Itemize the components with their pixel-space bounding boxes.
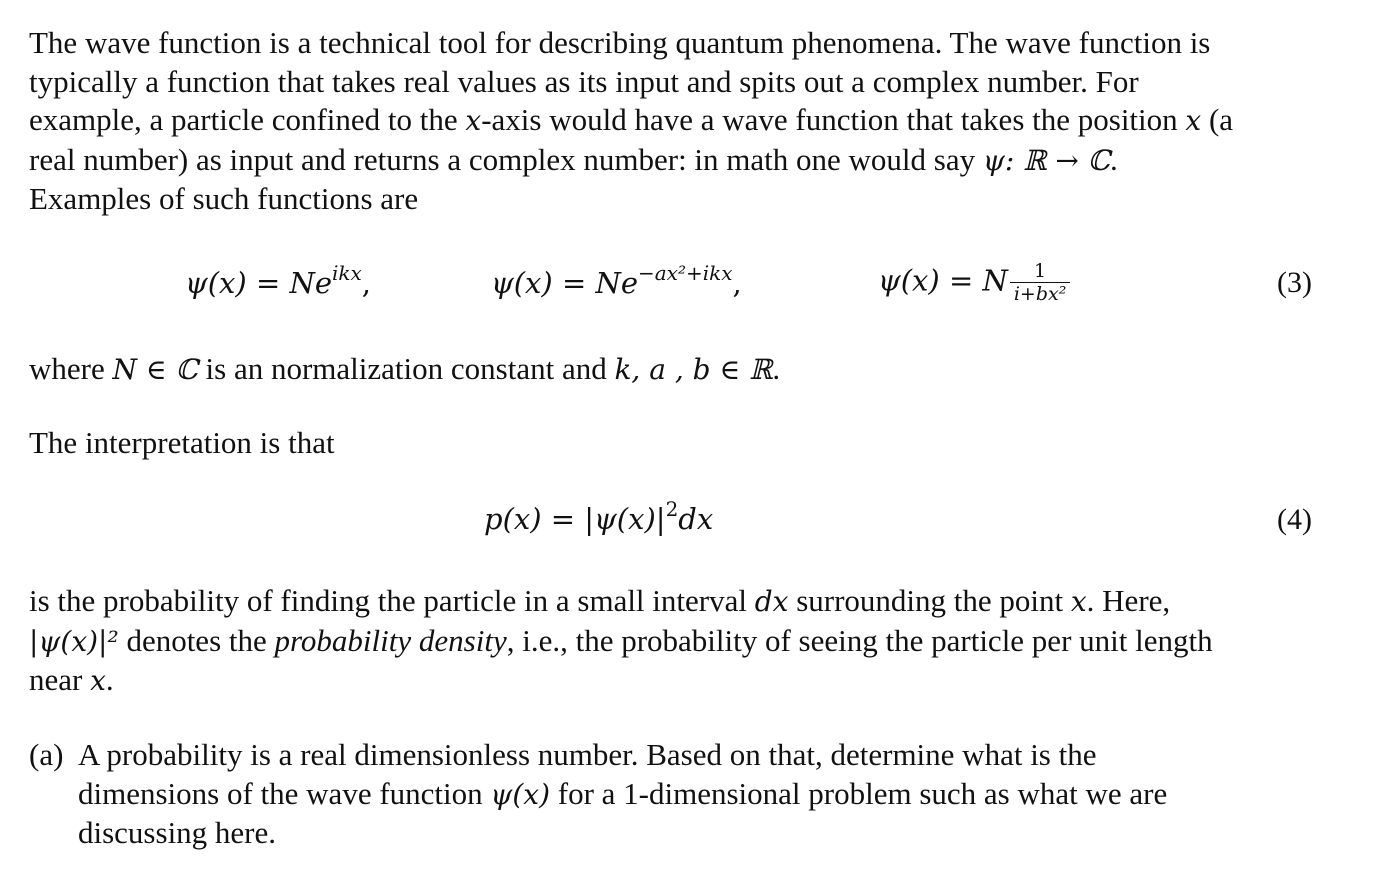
eq3-f2-base: ψ(x) = Ne (491, 266, 638, 300)
eq3-f2-comma: , (732, 266, 742, 300)
intro-line-2: typically a function that takes real values as its input and spits out a complex number. For (29, 63, 1139, 99)
intro-line-4 (29, 141, 1349, 181)
math-psi-of-x: ψ(x) (490, 777, 550, 811)
intro-paragraph (29, 24, 1349, 219)
text-run: . Here, (1086, 583, 1171, 618)
math-dx: dx (754, 585, 789, 618)
density-line-2 (29, 622, 1349, 662)
text-run: real number) as input and returns a complex number: in math one would say (29, 141, 983, 177)
text-run: surrounding the point (788, 583, 1071, 618)
eq3-f1-base: ψ(x) = Ne (185, 266, 332, 300)
text-run: (a (1201, 102, 1234, 137)
eq4-exponent: 2 (665, 497, 679, 521)
question-a-body (78, 736, 1338, 853)
normalization-paragraph (29, 350, 1349, 390)
text-run: where (29, 351, 113, 386)
text-run: -axis would have a wave function that takes the position (481, 102, 1186, 137)
eq3-f3-base: ψ(x) = N (878, 263, 1008, 298)
eq3-f2-exponent: −ax²+ikx (638, 261, 733, 285)
equation-number-4: (4) (1277, 503, 1312, 536)
text-run: . (1109, 141, 1118, 177)
equation-3-gaussian (491, 261, 742, 300)
eq3-f1-comma: , (361, 266, 372, 300)
intro-line-3 (29, 101, 1349, 141)
question-a-line-1: A probability is a real dimensionless number. Based on that, determine what is the (78, 737, 1097, 772)
question-a-label: (a) (29, 737, 64, 772)
eq3-denominator: i+bx² (1010, 282, 1071, 305)
text-run: . (105, 662, 114, 697)
eq3-f1-exponent: ikx (332, 261, 362, 285)
text-run: , i.e., the probability of seeing the particle per unit length (506, 622, 1213, 658)
question-a-line-3: discussing here. (78, 815, 277, 850)
equation-number-3: (3) (1277, 266, 1312, 299)
equation-3-lorentzian (878, 260, 1070, 305)
text-run: denotes the (118, 622, 275, 658)
math-x: x (465, 104, 482, 137)
text-run: . (772, 351, 781, 386)
eq4-dx: dx (678, 502, 714, 536)
math-k-a-b-real: k, a , b ∈ ℝ (614, 353, 773, 386)
math-psi-squared: |ψ(x)|² (29, 624, 119, 658)
text-run: is an normalization constant and (197, 351, 615, 386)
text-run: is the probability of finding the particle in a small interval (29, 583, 755, 618)
density-line-3 (29, 661, 1349, 701)
interpretation-paragraph: The interpretation is that (29, 425, 335, 460)
math-x: x (1185, 104, 1202, 137)
eq3-fraction (1010, 260, 1071, 305)
intro-line-1: The wave function is a technical tool for describing quantum phenomena. The wave function is (29, 25, 1211, 60)
math-mapping: ψ: ℝ → ℂ (982, 143, 1110, 177)
emphasis-probability-density: probability density (274, 622, 507, 658)
eq3-numerator: 1 (1034, 260, 1047, 282)
text-run: for a 1-dimensional problem such as what we are (550, 775, 1168, 811)
density-paragraph (29, 582, 1349, 701)
math-x: x (1070, 585, 1087, 618)
question-a-line-2 (78, 775, 1338, 815)
density-line-1 (29, 582, 1349, 622)
math-x: x (90, 664, 106, 697)
equation-4-probability (484, 497, 714, 536)
text-run: dimensions of the wave function (78, 775, 491, 811)
equation-3-plane-wave (185, 261, 372, 300)
text-run: example, a particle confined to the (29, 102, 466, 137)
math-n-in-c: N ∈ ℂ (112, 353, 198, 386)
intro-line-5: Examples of such functions are (29, 181, 419, 216)
eq4-lhs: p(x) = |ψ(x)| (484, 502, 666, 536)
text-run: near (29, 662, 91, 697)
